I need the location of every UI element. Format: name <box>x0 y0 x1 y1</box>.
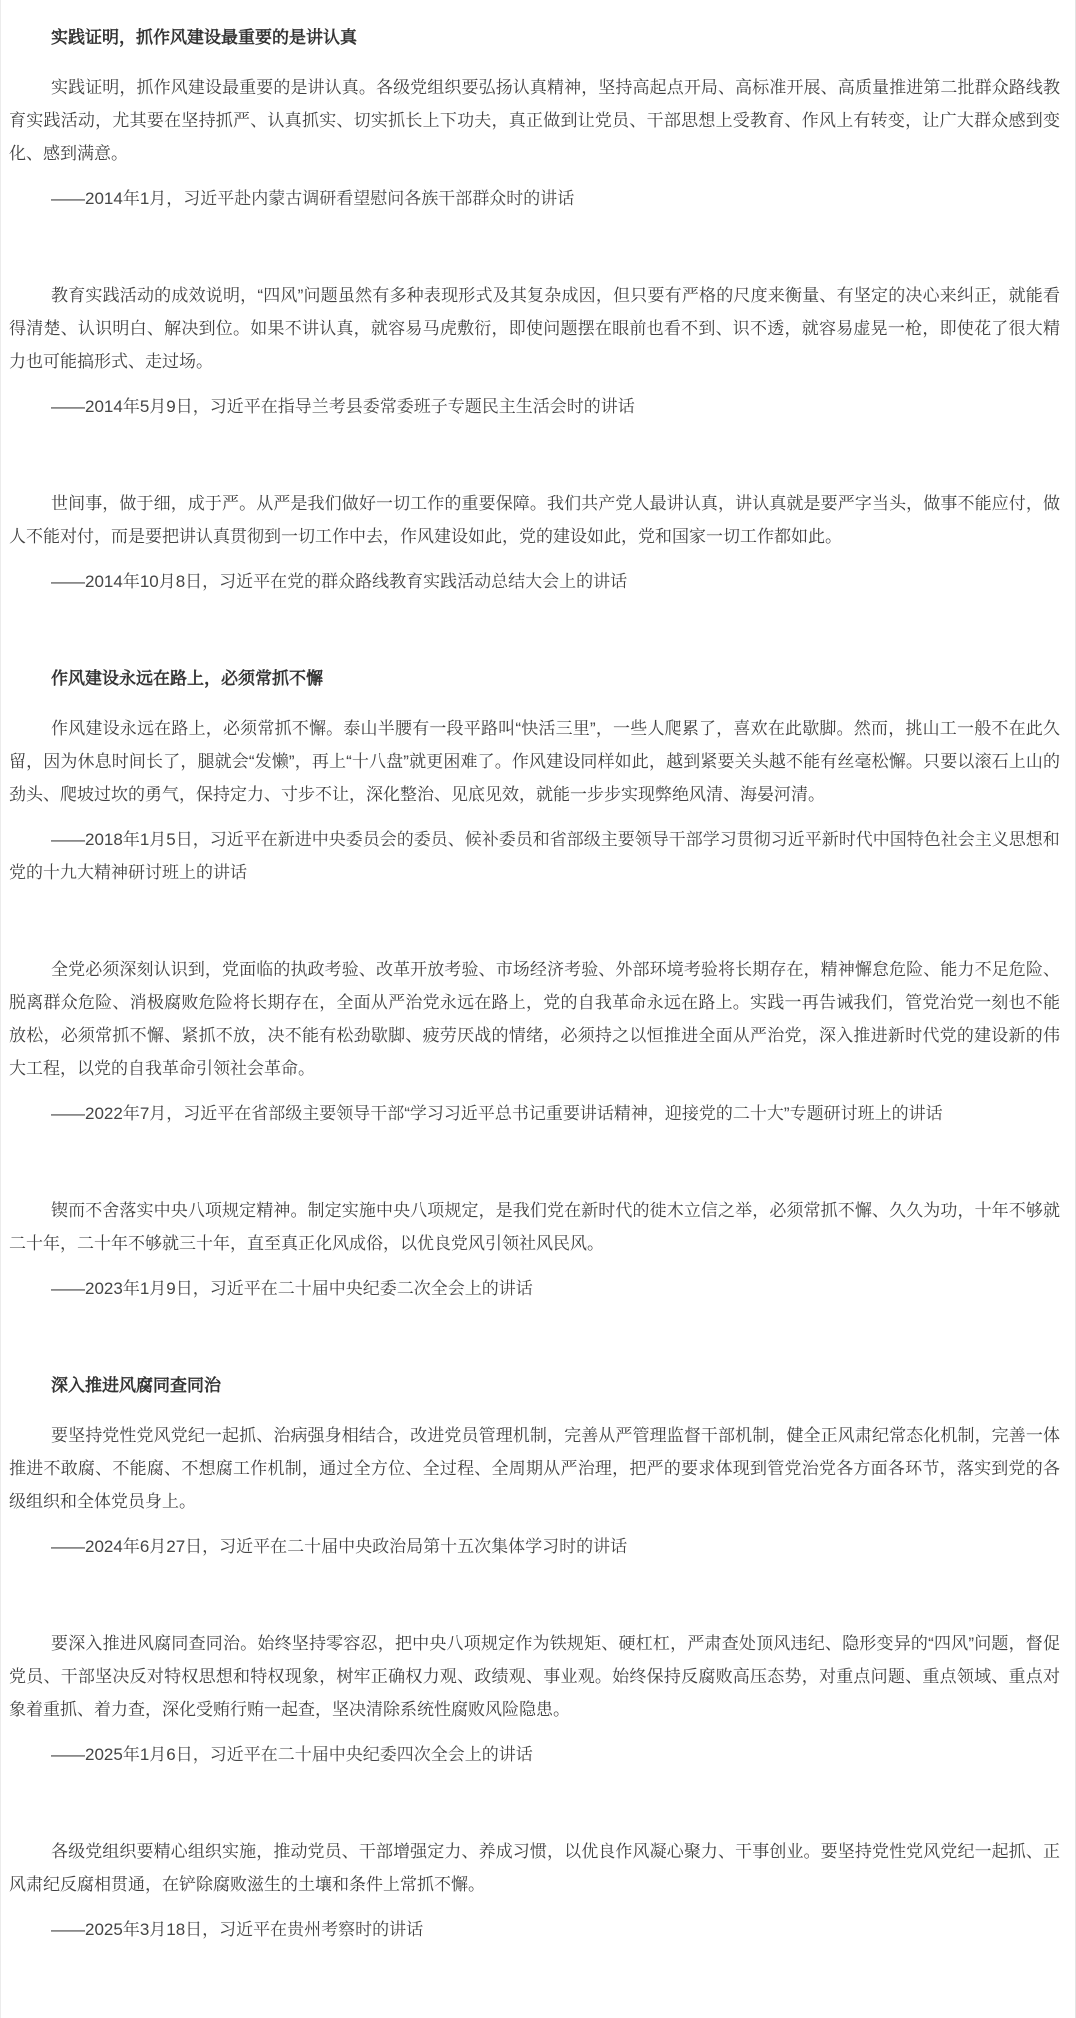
section-fengfu-tongcha-tongzhi <box>9 1369 1060 1946</box>
quote-citation: ——2025年1月6日，习近平在二十届中央纪委四次全会上的讲话 <box>51 1745 533 1764</box>
quote-citation: ——2025年3月18日，习近平在贵州考察时的讲话 <box>51 1920 424 1939</box>
quote-citation: ——2014年5月9日，习近平在指导兰考县委常委班子专题民主生活会时的讲话 <box>51 397 635 416</box>
quote-paragraph: 世间事，做于细，成于严。从严是我们做好一切工作的重要保障。我们共产党人最讲认真，讲认真就是要严字当头，做事不能应付，做人不能对付，而是要把讲认真贯彻到一切工作中去，作风建设如此，党的建设如此，党和国家一切工作都如此。 <box>9 494 1060 546</box>
quote-paragraph: 要深入推进风腐同查同治。始终坚持零容忍，把中央八项规定作为铁规矩、硬杠杠，严肃查处顶风违纪、隐形变异的“四风”问题，督促党员、干部坚决反对特权思想和特权现象，树牢正确权力观、政绩观、事业观。始终保持反腐败高压态势，对重点问题、重点领域、重点对象着重抓、着力查，深化受贿行贿一起查，坚决清除系统性腐败风险隐患。 <box>9 1634 1060 1719</box>
quote-paragraph: 实践证明，抓作风建设最重要的是讲认真。各级党组织要弘扬认真精神，坚持高起点开局、高标准开展、高质量推进第二批群众路线教育实践活动，尤其要在坚持抓严、认真抓实、切实抓长上下功夫，真正做到让党员、干部思想上受教育、作风上有转变，让广大群众感到变化、感到满意。 <box>9 78 1060 163</box>
quote-paragraph: 要坚持党性党风党纪一起抓、治病强身相结合，改进党员管理机制，完善从严管理监督干部机制，健全正风肃纪常态化机制，完善一体推进不敢腐、不能腐、不想腐工作机制，通过全方位、全过程、全周期从严治理，把严的要求体现到管党治党各方面各环节，落实到党的各级组织和全体党员身上。 <box>9 1426 1060 1511</box>
quote-citation: ——2018年1月5日，习近平在新进中央委员会的委员、候补委员和省部级主要领导干部学习贯彻习近平新时代中国特色社会主义思想和党的十九大精神研讨班上的讲话 <box>9 830 1060 882</box>
quote-citation: ——2014年10月8日，习近平在党的群众路线教育实践活动总结大会上的讲话 <box>51 572 628 591</box>
quote-paragraph: 教育实践活动的成效说明，“四风”问题虽然有多种表现形式及其复杂成因，但只要有严格的尺度来衡量、有坚定的决心来纠正，就能看得清楚、认识明白、解决到位。如果不讲认真，就容易马虎敷衍，即使问题摆在眼前也看不到、识不透，就容易虚晃一枪，即使花了很大精力也可能搞形式、走过场。 <box>9 286 1060 371</box>
quote-citation: ——2022年7月，习近平在省部级主要领导干部“学习习近平总书记重要讲话精神，迎接党的二十大”专题研讨班上的讲话 <box>51 1104 943 1123</box>
quote-paragraph: 各级党组织要精心组织实施，推动党员、干部增强定力、养成习惯，以优良作风凝心聚力、干事创业。要坚持党性党风党纪一起抓、正风肃纪反腐相贯通，在铲除腐败滋生的土壤和条件上常抓不懈。 <box>9 1842 1060 1894</box>
section-heading: 作风建设永远在路上，必须常抓不懈 <box>51 669 323 688</box>
section-heading: 深入推进风腐同查同治 <box>51 1376 221 1395</box>
quote-paragraph: 全党必须深刻认识到，党面临的执政考验、改革开放考验、市场经济考验、外部环境考验将长期存在，精神懈怠危险、能力不足危险、脱离群众危险、消极腐败危险将长期存在，全面从严治党永远在路上，党的自我革命永远在路上。实践一再告诫我们，管党治党一刻也不能放松，必须常抓不懈、紧抓不放，决不能有松劲歇脚、疲劳厌战的情绪，必须持之以恒推进全面从严治党，深入推进新时代党的建设新的伟大工程，以党的自我革命引领社会革命。 <box>9 960 1060 1078</box>
section-jiang-renzhen <box>9 21 1060 598</box>
section-yongyuan-zailushang <box>9 662 1060 1305</box>
section-heading: 实践证明，抓作风建设最重要的是讲认真 <box>51 28 357 47</box>
quote-paragraph: 作风建设永远在路上，必须常抓不懈。泰山半腰有一段平路叫“快活三里”，一些人爬累了，喜欢在此歇脚。然而，挑山工一般不在此久留，因为休息时间长了，腿就会“发懒”，再上“十八盘”就更困难了。作风建设同样如此，越到紧要关头越不能有丝毫松懈。只要以滚石上山的劲头、爬坡过坎的勇气，保持定力、寸步不让，深化整治、见底见效，就能一步步实现弊绝风清、海晏河清。 <box>9 719 1060 804</box>
quote-citation: ——2024年6月27日，习近平在二十届中央政治局第十五次集体学习时的讲话 <box>51 1537 628 1556</box>
quote-citation: ——2023年1月9日，习近平在二十届中央纪委二次全会上的讲话 <box>51 1279 533 1298</box>
quote-paragraph: 锲而不舍落实中央八项规定精神。制定实施中央八项规定，是我们党在新时代的徙木立信之举，必须常抓不懈、久久为功，十年不够就二十年，二十年不够就三十年，直至真正化风成俗，以优良党风引领社风民风。 <box>9 1201 1060 1253</box>
quote-citation: ——2014年1月，习近平赴内蒙古调研看望慰问各族干部群众时的讲话 <box>51 189 575 208</box>
